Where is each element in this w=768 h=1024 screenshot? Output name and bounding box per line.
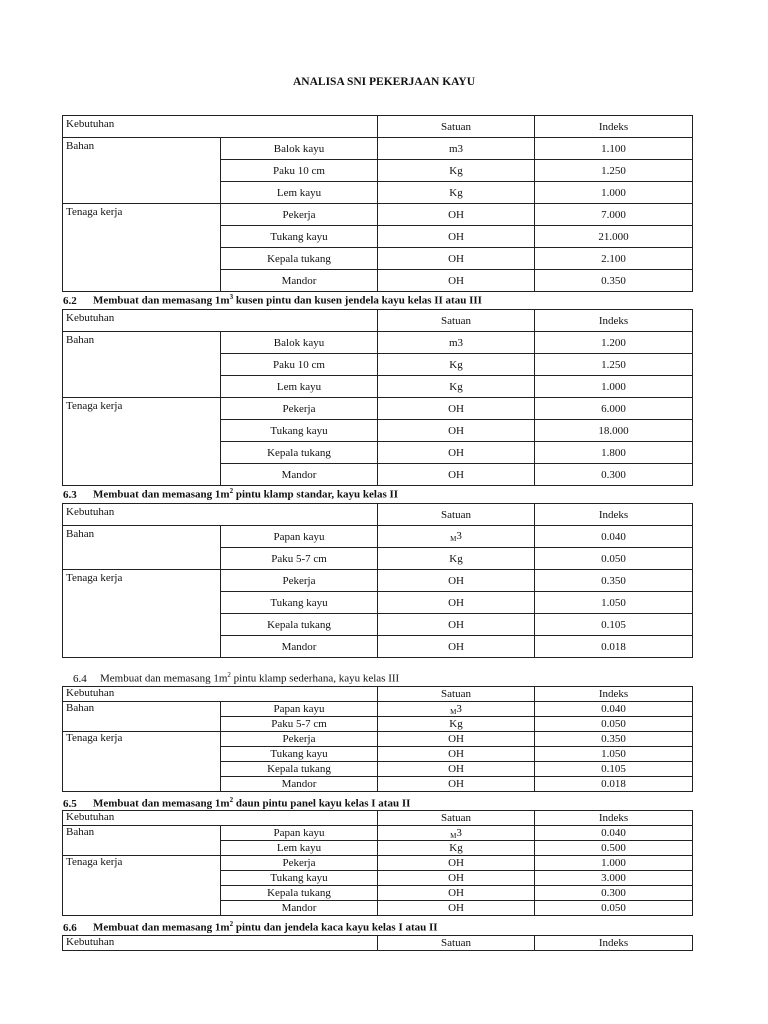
unit-subscript: M — [450, 831, 457, 840]
unit-cell: OH — [378, 614, 535, 636]
item-cell: Mandor — [221, 777, 378, 792]
item-cell: Pekerja — [221, 398, 378, 420]
analysis-table-6-3 — [62, 503, 693, 658]
index-cell: 21.000 — [535, 226, 693, 248]
index-cell: 0.350 — [535, 270, 693, 292]
bahan-label: Bahan — [63, 332, 221, 398]
kebutuhan-header: Kebutuhan — [63, 936, 378, 951]
unit-cell: Kg — [378, 717, 535, 732]
unit-cell: OH — [378, 871, 535, 886]
index-cell: 0.105 — [535, 762, 693, 777]
unit-exponent: 3 — [229, 293, 234, 301]
item-cell: Papan kayu — [221, 702, 378, 717]
bahan-label: Bahan — [63, 702, 221, 732]
table-row — [63, 702, 693, 717]
table-row — [63, 204, 693, 226]
section-number: 6.6 — [63, 921, 77, 934]
analysis-table-6-6 — [62, 935, 693, 951]
indeks-header: Indeks — [535, 811, 693, 826]
item-cell: Balok kayu — [221, 332, 378, 354]
index-cell: 0.350 — [535, 570, 693, 592]
table-row — [63, 856, 693, 871]
bahan-label: Bahan — [63, 826, 221, 856]
section-heading-6-5 — [63, 796, 410, 810]
unit-exponent: 2 — [229, 796, 234, 804]
index-cell: 6.000 — [535, 398, 693, 420]
index-cell: 1.250 — [535, 354, 693, 376]
table-header-row — [63, 504, 693, 526]
item-cell: Paku 5-7 cm — [221, 717, 378, 732]
table-row — [63, 398, 693, 420]
section-title-pre: Membuat dan memasang 1m — [93, 921, 230, 934]
satuan-header: Satuan — [378, 936, 535, 951]
item-cell: Kepala tukang — [221, 762, 378, 777]
unit-cell: OH — [378, 901, 535, 916]
indeks-header: Indeks — [535, 310, 693, 332]
unit-cell: OH — [378, 420, 535, 442]
item-cell: Pekerja — [221, 732, 378, 747]
section-title-pre: Membuat dan memasang 1m — [93, 488, 230, 501]
bahan-label: Bahan — [63, 138, 221, 204]
index-cell: 0.500 — [535, 841, 693, 856]
section-number: 6.3 — [63, 488, 77, 501]
table-row — [63, 138, 693, 160]
index-cell: 1.050 — [535, 592, 693, 614]
table-row — [63, 570, 693, 592]
item-cell: Papan kayu — [221, 526, 378, 548]
unit-cell: OH — [378, 398, 535, 420]
unit-cell: Kg — [378, 548, 535, 570]
unit-cell: OH — [378, 856, 535, 871]
analysis-table-6-4 — [62, 686, 693, 792]
index-cell: 1.000 — [535, 376, 693, 398]
item-cell: Papan kayu — [221, 826, 378, 841]
index-cell: 0.018 — [535, 777, 693, 792]
tenaga-kerja-label: Tenaga kerja — [63, 732, 221, 792]
section-heading-6-2 — [63, 293, 482, 307]
unit-cell: OH — [378, 886, 535, 901]
item-cell: Pekerja — [221, 856, 378, 871]
tenaga-kerja-label: Tenaga kerja — [63, 398, 221, 486]
satuan-header: Satuan — [378, 310, 535, 332]
index-cell: 0.050 — [535, 901, 693, 916]
section-number: 6.2 — [63, 294, 77, 307]
section-title-post: pintu klamp sederhana, kayu kelas III — [230, 672, 400, 685]
section-number: 6.5 — [63, 797, 77, 810]
unit-subscript: M — [450, 707, 457, 716]
index-cell: 0.105 — [535, 614, 693, 636]
unit-subscript: M — [450, 535, 457, 543]
unit-cell: OH — [378, 270, 535, 292]
table-header-row — [63, 310, 693, 332]
section-title-pre: Membuat dan memasang 1m — [93, 797, 230, 810]
section-title-pre: Membuat dan memasang 1m — [93, 294, 230, 307]
satuan-header: Satuan — [378, 504, 535, 526]
unit-cell — [378, 526, 535, 548]
index-cell: 0.018 — [535, 636, 693, 658]
unit-value: 3 — [456, 826, 462, 839]
index-cell: 0.300 — [535, 886, 693, 901]
index-cell: 2.100 — [535, 248, 693, 270]
unit-cell: Kg — [378, 354, 535, 376]
unit-exponent: 2 — [227, 671, 231, 679]
section-title-post: kusen pintu dan kusen jendela kayu kelas II atau III — [233, 294, 482, 307]
item-cell: Pekerja — [221, 204, 378, 226]
index-cell: 0.040 — [535, 702, 693, 717]
unit-cell: OH — [378, 226, 535, 248]
item-cell: Paku 5-7 cm — [221, 548, 378, 570]
index-cell: 3.000 — [535, 871, 693, 886]
tenaga-kerja-label: Tenaga kerja — [63, 204, 221, 292]
unit-cell: Kg — [378, 376, 535, 398]
index-cell: 0.040 — [535, 526, 693, 548]
table-header-row — [63, 811, 693, 826]
index-cell: 1.200 — [535, 332, 693, 354]
item-cell: Kepala tukang — [221, 886, 378, 901]
satuan-header: Satuan — [378, 116, 535, 138]
section-title-pre: Membuat dan memasang 1m — [100, 672, 228, 685]
section-title-post: pintu klamp standar, kayu kelas II — [233, 488, 399, 501]
unit-cell: OH — [378, 592, 535, 614]
page-title: ANALISA SNI PEKERJAAN KAYU — [292, 76, 475, 88]
item-cell: Mandor — [221, 636, 378, 658]
section-heading-6-4 — [73, 671, 399, 685]
item-cell: Tukang kayu — [221, 592, 378, 614]
section-title-post: pintu dan jendela kaca kayu kelas I atau II — [233, 921, 438, 934]
kebutuhan-header: Kebutuhan — [63, 116, 378, 138]
indeks-header: Indeks — [535, 687, 693, 702]
table-row — [63, 332, 693, 354]
satuan-header: Satuan — [378, 811, 535, 826]
unit-exponent: 2 — [229, 920, 234, 928]
item-cell: Mandor — [221, 901, 378, 916]
item-cell: Tukang kayu — [221, 871, 378, 886]
kebutuhan-header: Kebutuhan — [63, 687, 378, 702]
tenaga-kerja-label: Tenaga kerja — [63, 570, 221, 658]
unit-cell: Kg — [378, 160, 535, 182]
satuan-header: Satuan — [378, 687, 535, 702]
indeks-header: Indeks — [535, 116, 693, 138]
table-header-row — [63, 116, 693, 138]
index-cell: 1.050 — [535, 747, 693, 762]
kebutuhan-header: Kebutuhan — [63, 310, 378, 332]
unit-cell: OH — [378, 732, 535, 747]
item-cell: Kepala tukang — [221, 614, 378, 636]
analysis-table-6-1 — [62, 115, 693, 292]
index-cell: 0.050 — [535, 717, 693, 732]
item-cell: Paku 10 cm — [221, 160, 378, 182]
unit-cell: OH — [378, 204, 535, 226]
index-cell: 1.000 — [535, 856, 693, 871]
item-cell: Kepala tukang — [221, 442, 378, 464]
item-cell: Mandor — [221, 270, 378, 292]
unit-cell: OH — [378, 570, 535, 592]
section-heading-6-3 — [63, 487, 398, 501]
index-cell: 0.040 — [535, 826, 693, 841]
item-cell: Pekerja — [221, 570, 378, 592]
kebutuhan-header: Kebutuhan — [63, 504, 378, 526]
item-cell: Lem kayu — [221, 376, 378, 398]
unit-cell — [378, 702, 535, 717]
unit-cell: OH — [378, 777, 535, 792]
unit-cell: OH — [378, 442, 535, 464]
analysis-table-6-2 — [62, 309, 693, 486]
table-header-row — [63, 936, 693, 951]
unit-cell: OH — [378, 747, 535, 762]
unit-value: 3 — [456, 702, 462, 715]
analysis-table-6-5 — [62, 810, 693, 916]
table-row — [63, 526, 693, 548]
index-cell: 1.100 — [535, 138, 693, 160]
unit-cell: Kg — [378, 182, 535, 204]
indeks-header: Indeks — [535, 504, 693, 526]
section-heading-6-6 — [63, 920, 438, 934]
unit-value: 3 — [456, 530, 462, 542]
unit-cell: m3 — [378, 138, 535, 160]
item-cell: Tukang kayu — [221, 420, 378, 442]
unit-cell: OH — [378, 248, 535, 270]
unit-exponent: 2 — [229, 487, 234, 495]
section-number: 6.4 — [73, 672, 87, 685]
unit-cell — [378, 826, 535, 841]
index-cell: 0.050 — [535, 548, 693, 570]
index-cell: 7.000 — [535, 204, 693, 226]
index-cell: 1.000 — [535, 182, 693, 204]
bahan-label: Bahan — [63, 526, 221, 570]
index-cell: 18.000 — [535, 420, 693, 442]
unit-cell: OH — [378, 762, 535, 777]
item-cell: Balok kayu — [221, 138, 378, 160]
index-cell: 1.250 — [535, 160, 693, 182]
item-cell: Tukang kayu — [221, 747, 378, 762]
item-cell: Mandor — [221, 464, 378, 486]
item-cell: Lem kayu — [221, 841, 378, 856]
table-row — [63, 732, 693, 747]
unit-cell: OH — [378, 636, 535, 658]
tenaga-kerja-label: Tenaga kerja — [63, 856, 221, 916]
item-cell: Lem kayu — [221, 182, 378, 204]
indeks-header: Indeks — [535, 936, 693, 951]
section-title-post: daun pintu panel kayu kelas I atau II — [233, 797, 411, 810]
item-cell: Tukang kayu — [221, 226, 378, 248]
index-cell: 0.300 — [535, 464, 693, 486]
unit-cell: Kg — [378, 841, 535, 856]
unit-cell: OH — [378, 464, 535, 486]
item-cell: Kepala tukang — [221, 248, 378, 270]
unit-cell: m3 — [378, 332, 535, 354]
index-cell: 1.800 — [535, 442, 693, 464]
table-header-row — [63, 687, 693, 702]
table-row — [63, 826, 693, 841]
index-cell: 0.350 — [535, 732, 693, 747]
item-cell: Paku 10 cm — [221, 354, 378, 376]
kebutuhan-header: Kebutuhan — [63, 811, 378, 826]
